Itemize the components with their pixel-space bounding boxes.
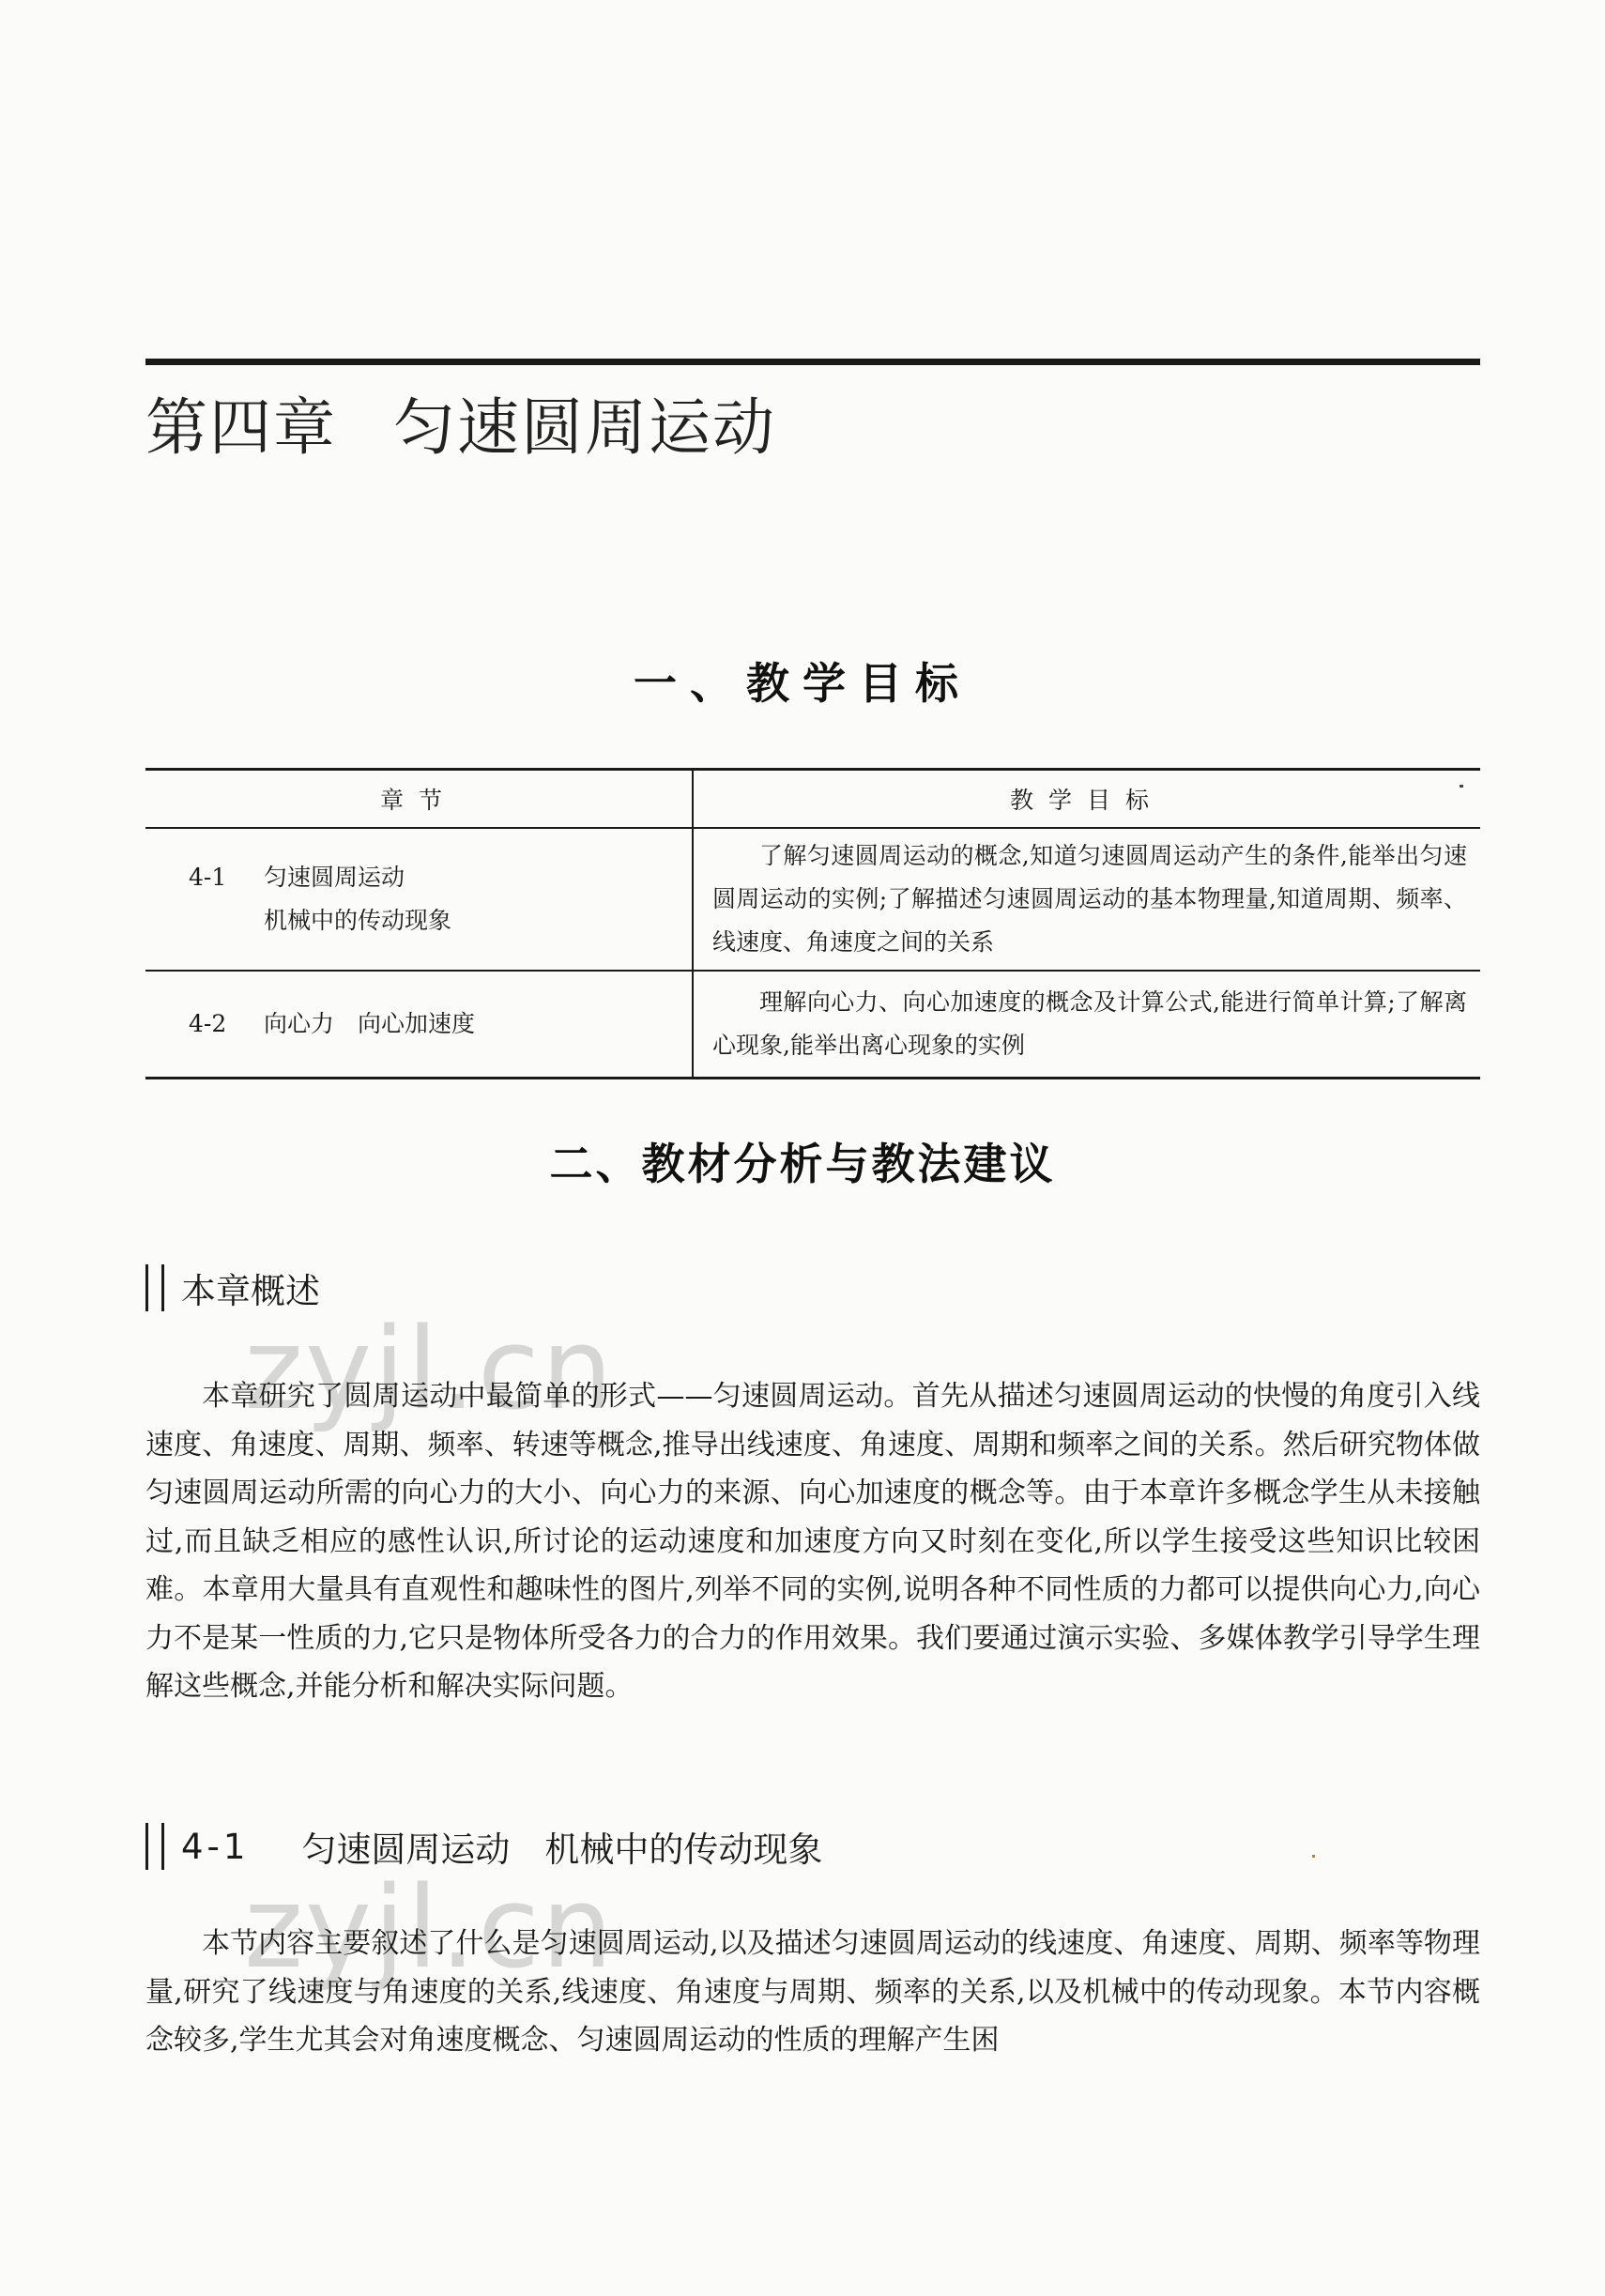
table-header-goals: 教学目标 xyxy=(693,770,1480,829)
watermark: zyjl.cn xyxy=(244,1305,615,1435)
watermark: zyjl.cn xyxy=(244,1863,615,1994)
subsection-4-1-number: 4-1 xyxy=(181,1826,250,1867)
section-heading-goals: 一、教学目标 xyxy=(634,658,971,709)
section-name: 匀速圆周运动 xyxy=(264,864,405,891)
subsection-overview-heading xyxy=(145,1263,320,1313)
scan-speck xyxy=(1312,1855,1315,1858)
section-4-1-paragraph: 本节内容主要叙述了什么是匀速圆周运动,以及描述匀速圆周运动的线速度、角速度、周期、频率等物理量,研究了线速度与角速度的关系,线速度、角速度与周期、频率的关系,以及机械中的传动现象。本节内容概念较多,学生尤其会对角速度概念、匀速圆周运动的性质的理解产生困 xyxy=(145,1927,1480,2057)
chapter-top-rule xyxy=(145,359,1480,365)
table-header-row xyxy=(145,770,1480,829)
chapter-title xyxy=(145,377,776,467)
table-row xyxy=(145,971,1480,1079)
section-number: 4-1 xyxy=(189,864,227,891)
table-cell-goal: 了解匀速圆周运动的概念,知道匀速圆周运动产生的条件,能举出匀速圆周运动的实例;了解描述匀速圆周运动的基本物理量,知道周期、频率、线速度、角速度之间的关系 xyxy=(693,828,1480,971)
section-name-line2: 机械中的传动现象 xyxy=(264,907,452,934)
table-cell-section xyxy=(145,828,693,971)
scan-speck xyxy=(1460,785,1463,788)
teaching-goals-table xyxy=(145,768,1480,1079)
subsection-4-1-heading xyxy=(145,1821,822,1872)
section-name: 向心力 向心加速度 xyxy=(264,1010,476,1037)
chapter-number: 第四章 xyxy=(145,391,337,464)
table-row xyxy=(145,828,1480,971)
table-cell-goal: 理解向心力、向心加速度的概念及计算公式,能进行简单计算;了解离心现象,能举出离心现象的实例 xyxy=(693,971,1480,1079)
table-header-section: 章节 xyxy=(145,770,693,829)
section-number: 4-2 xyxy=(189,1010,227,1037)
chapter-name: 匀速圆周运动 xyxy=(393,391,776,464)
overview-paragraph: 本章研究了圆周运动中最简单的形式——匀速圆周运动。首先从描述匀速圆周运动的快慢的角度引入线速度、角速度、周期、频率、转速等概念,推导出线速度、角速度、周期和频率之间的关系。然后研究物体做匀速圆周运动所需的向心力的大小、向心力的来源、向心加速度的概念等。由于本章许多概念学生从未接触过,而且缺乏相应的感性认识,所讨论的运动速度和加速度方向又时刻在变化,所以学生接受这些知识比较困难。本章用大量具有直观性和趣味性的图片,列举不同的实例,说明各种不同性质的力都可以提供向心力,向心力不是某一性质的力,它只是物体所受各力的合力的作用效果。我们要通过演示实验、多媒体教学引导学生理解这些概念,并能分析和解决实际问题。 xyxy=(145,1380,1480,1703)
subsection-overview-title: 本章概述 xyxy=(181,1271,320,1311)
table-cell-section xyxy=(145,971,693,1079)
double-bar-marker xyxy=(145,1823,164,1870)
subsection-4-1-title: 匀速圆周运动 机械中的传动现象 xyxy=(301,1829,823,1870)
section-heading-analysis: 二、教材分析与教法建议 xyxy=(549,1139,1056,1189)
double-bar-marker xyxy=(145,1264,164,1311)
